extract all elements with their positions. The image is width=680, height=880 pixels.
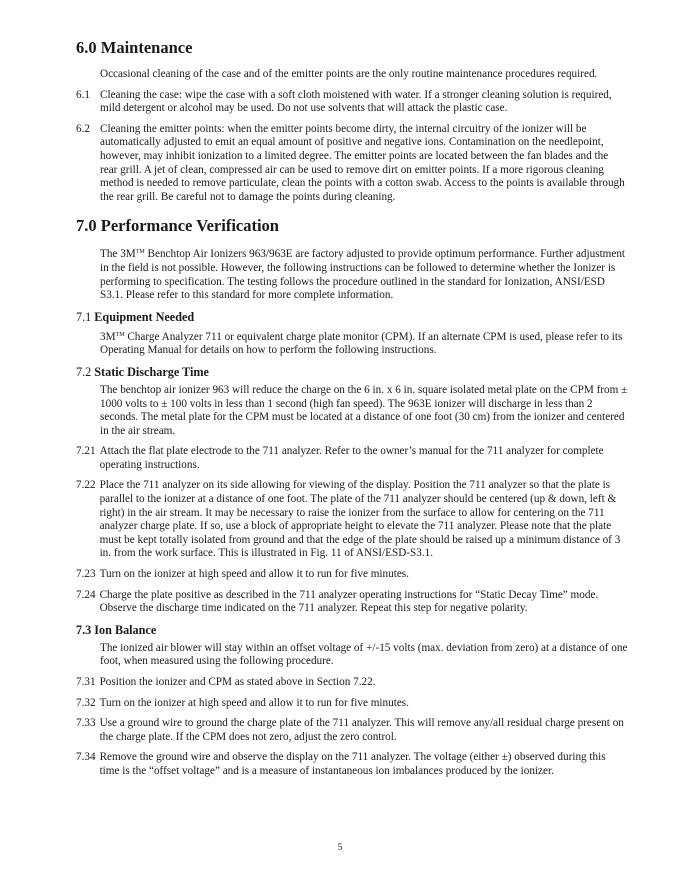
subsection-7-2-heading (76, 365, 628, 380)
item-text: Attach the flat plate electrode to the 711 analyzer. Refer to the owner’s manual for the 711 analyzer for complete operating instructions. (99, 445, 604, 471)
item-number: 7.22 (76, 479, 96, 492)
item-7-23 (76, 568, 628, 582)
item-6-2 (76, 123, 628, 205)
item-number: 6.1 (76, 88, 90, 101)
body-text: Charge Analyzer 711 or equivalent charge plate monitor (CPM). If an alternate CPM is used, please refer to its Operating Manual for details on how to perform the following instructions. (100, 330, 623, 357)
item-7-31 (76, 676, 628, 690)
page-number: 5 (337, 843, 343, 853)
item-number: 7.32 (76, 696, 96, 709)
section-7-intro (100, 246, 628, 302)
item-text: Place the 711 analyzer on its side allowing for viewing of the display. Position the 711 analyzer so that the plate is parallel to the ionizer at a distance of one foot. The plate of the 711 analyzer should be centered (up & down, left & right) in the air stream. It may be necessary to raise the ionizer from the surface to allow for centering on the 711 analyzer charge plate. If so, use a block of appropriate height to elevate the 711 analyzer. Please note that the plate must be kept totally isolated from ground and that the edge of the plate should be raised up a minimum distance of 3 in. from the work surface. This is illustrated in Fig. 11 of ANSI/ESD-S3.1. (99, 479, 621, 560)
item-text: Charge the plate positive as described in the 711 analyzer operating instructions for “Static Decay Time” mode. Observe the discharge time indicated on the 711 analyzer. Repeat this step for negative polarity. (99, 588, 599, 615)
intro-text: Benchtop Air Ionizers 963/963E are factory adjusted to provide optimum performance. Further adjustment in the field is not possible. However, the following instructions can be followed to determine whether the Ionizer is performing to specification. The testing follows the procedure outlined in the standard for Ionization, ANSI/ESD S3.1. Please refer to this standard for more complete information. (100, 248, 626, 302)
subsection-7-1-text (100, 329, 628, 358)
subsection-title: Static Discharge Time (94, 364, 209, 379)
subsection-7-2-text: The benchtop air ionizer 963 will reduce the charge on the 6 in. x 6 in. square isolated metal plate on the CPM from ± 1000 volts to ± 100 volts in less than 1 second (high fan speed). The 963E ionizer will discharge in less than 2 seconds. The metal plate for the CPM must be located at a distance of one foot (30 cm) from the ionizer and centered in the air stream. (100, 383, 628, 437)
brand: 3M (100, 330, 116, 343)
trademark-mark: TM (115, 331, 125, 338)
item-text: Turn on the ionizer at high speed and allow it to run for five minutes. (99, 568, 409, 581)
item-text: Cleaning the emitter points: when the emitter points become dirty, the internal circuitry of the ionizer will be automatically adjusted to emit an equal amount of positive and negative ions. Contamination on the needlepoint, however, may inhibit ionization to a limited degree. The emitter points are located between the fan blades and the rear grill. A jet of clean, compressed air can be used to remove dirt on emitter points. If a more rigorous cleaning method is needed to remove particulate, clean the points with a cotton swab. Access to the points is available through the rear grill. Be careful not to damage the points during cleaning. (100, 122, 625, 203)
item-text: Use a ground wire to ground the charge plate of the 711 analyzer. This will remove any/all residual charge present on the charge plate. If the CPM does not zero, adjust the zero control. (99, 717, 624, 743)
item-text: Position the ionizer and CPM as stated above in Section 7.22. (99, 676, 376, 688)
item-number: 7.33 (76, 717, 96, 730)
item-number: 7.21 (76, 445, 96, 458)
item-6-1 (76, 89, 628, 116)
item-text: Remove the ground wire and observe the display on the 711 analyzer. The voltage (either ±) observed during this time is the “offset voltage” and is a measure of instantaneous ion imbalances produced by the ionizer. (99, 751, 606, 777)
section-7-heading: 7.0 Performance Verification (76, 216, 279, 236)
item-7-22 (76, 479, 628, 561)
subsection-title: Equipment Needed (94, 309, 195, 324)
item-7-34 (76, 751, 628, 778)
item-text: Cleaning the case: wipe the case with a soft cloth moistened with water. If a stronger cleaning solution is required, mild detergent or alcohol may be used. Do not use solvents that will attack the plastic case. (100, 88, 612, 115)
document-page (76, 38, 628, 786)
subsection-number: 7.1 (76, 309, 92, 324)
trademark-mark: TM (135, 249, 145, 256)
intro-brand: The 3M (100, 248, 136, 261)
subsection-7-3-text: The ionized air blower will stay within an offset voltage of +/-15 volts (max. deviation from zero) at a distance of one foot, when measured using the following procedure. (100, 641, 628, 668)
subsection-number: 7.2 (76, 364, 92, 379)
subsection-title: 7.3 Ion Balance (76, 622, 157, 637)
item-7-33 (76, 717, 628, 744)
item-number: 7.24 (76, 588, 96, 601)
item-text: Turn on the ionizer at high speed and allow it to run for five minutes. (99, 696, 409, 709)
subsection-7-1-heading (76, 310, 628, 325)
item-number: 7.31 (76, 676, 96, 688)
item-number: 7.34 (76, 751, 96, 764)
item-7-21 (76, 445, 628, 472)
item-7-32 (76, 697, 628, 711)
item-number: 6.2 (76, 122, 90, 135)
item-number: 7.23 (76, 568, 96, 581)
section-6-heading: 6.0 Maintenance (76, 38, 193, 57)
item-7-24 (76, 589, 628, 616)
section-6-intro: Occasional cleaning of the case and of the emitter points are the only routine maintenance procedures required. (100, 68, 598, 80)
subsection-7-3-heading (76, 623, 628, 638)
